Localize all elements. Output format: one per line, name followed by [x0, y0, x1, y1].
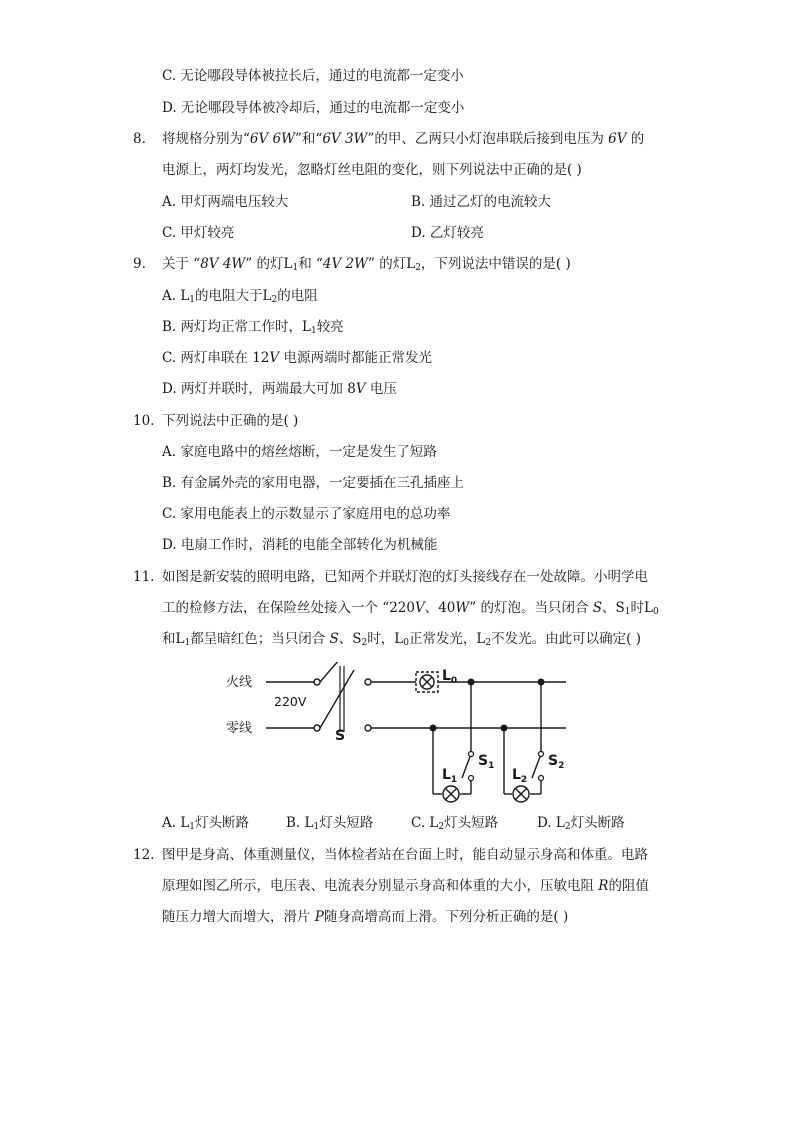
- q11-option-d: D. $L_2$灯头断路: [537, 815, 625, 832]
- l1-label: $L_1$: [442, 767, 458, 785]
- q12-stem-line3: 随压力增大而增大，滑片 P随身高增高而上滑。下列分析正确的是( ): [162, 909, 569, 925]
- q9-option-c: C. 两灯串联在 12V 电源两端时都能正常发光: [162, 350, 432, 366]
- l0-label: $L_0$: [442, 668, 458, 686]
- l2-label: $L_2$: [512, 767, 528, 785]
- s2-label: $S_2$: [548, 753, 565, 771]
- q12-stem-line1: 图甲是身高、体重测量仪，当体检者站在台面上时，能自动显示身高和体重。电路: [162, 847, 648, 863]
- switch-blade-1: [320, 670, 354, 728]
- neutral-wire-label: 零线: [226, 721, 253, 736]
- q11-option-b: B. $L_1$灯头短路: [286, 815, 374, 832]
- q8-option-b: B. 通过乙灯的电流较大: [411, 194, 552, 210]
- q8-number: 8.: [133, 131, 146, 147]
- q7-option-c: C. 无论哪段导体被拉长后，通过的电流都一定变小: [162, 68, 464, 84]
- switch-s-label: S: [335, 728, 346, 744]
- q9-option-d: D. 两灯并联时，两端最大可加 8V 电压: [162, 381, 397, 397]
- q9-number: 9.: [133, 256, 146, 272]
- q10-stem: 下列说法中正确的是( ): [162, 413, 299, 429]
- circuit-diagram: [226, 662, 572, 808]
- q10-number: 10.: [133, 413, 155, 429]
- q8-option-c: C. 甲灯较亮: [162, 225, 235, 241]
- q11-stem-line1: 如图是新安装的照明电路，已知两个并联灯泡的灯头接线存在一处故障。小明学电: [162, 569, 648, 585]
- q11-stem-line3: 和$L_1$都呈暗红色；当只闭合 S、$S_2$时，$L_0$正常发光，$L_2$不发光。由此可以确定( ): [162, 631, 641, 648]
- q12-number: 12.: [133, 847, 155, 863]
- q7-option-d: D. 无论哪段导体被冷却后，通过的电流都一定变小: [162, 100, 465, 116]
- live-wire-label: 火线: [226, 675, 253, 690]
- q10-option-c: C. 家用电能表上的示数显示了家庭用电的总功率: [162, 506, 451, 522]
- q10-option-a: A. 家庭电路中的熔丝熔断，一定是发生了短路: [162, 444, 437, 460]
- q11-option-a: A. $L_1$灯头断路: [162, 815, 250, 832]
- q11-option-c: C. $L_2$灯头短路: [411, 815, 499, 832]
- q8-option-a: A. 甲灯两端电压较大: [162, 194, 289, 210]
- q11-number: 11.: [133, 569, 155, 585]
- q9-stem: 关于 “8V 4W” 的灯$L_1$和 “4V 2W” 的灯$L_2$，下列说法中错误的是( ): [162, 256, 571, 273]
- q8-option-d: D. 乙灯较亮: [411, 225, 484, 241]
- q12-stem-line2: 原理如图乙所示，电压表、电流表分别显示身高和体重的大小，压敏电阻 R的阻值: [162, 878, 649, 894]
- q11-stem-line2: 工的检修方法，在保险丝处接入一个 “220V、40W” 的灯泡。当只闭合 S、$S_1$时$L_0$: [162, 600, 659, 617]
- q10-option-b: B. 有金属外壳的家用电器，一定要插在三孔插座上: [162, 475, 465, 491]
- s1-label: $S_1$: [478, 753, 495, 771]
- q10-option-d: D. 电扇工作时，消耗的电能全部转化为机械能: [162, 537, 438, 553]
- q8-stem-line1: 将规格分别为“6V 6W”和“6V 3W”的甲、乙两只小灯泡串联后接到电压为 6V 的: [162, 131, 645, 147]
- q9-option-b: B. 两灯均正常工作时，$L_1$较亮: [162, 319, 344, 336]
- q9-option-a: A. $L_1$的电阻大于$L_2$的电阻: [162, 288, 318, 305]
- q8-stem-line2: 电源上，两灯均发光，忽略灯丝电阻的变化，则下列说法中正确的是( ): [162, 162, 582, 178]
- voltage-label: 220V: [274, 694, 307, 709]
